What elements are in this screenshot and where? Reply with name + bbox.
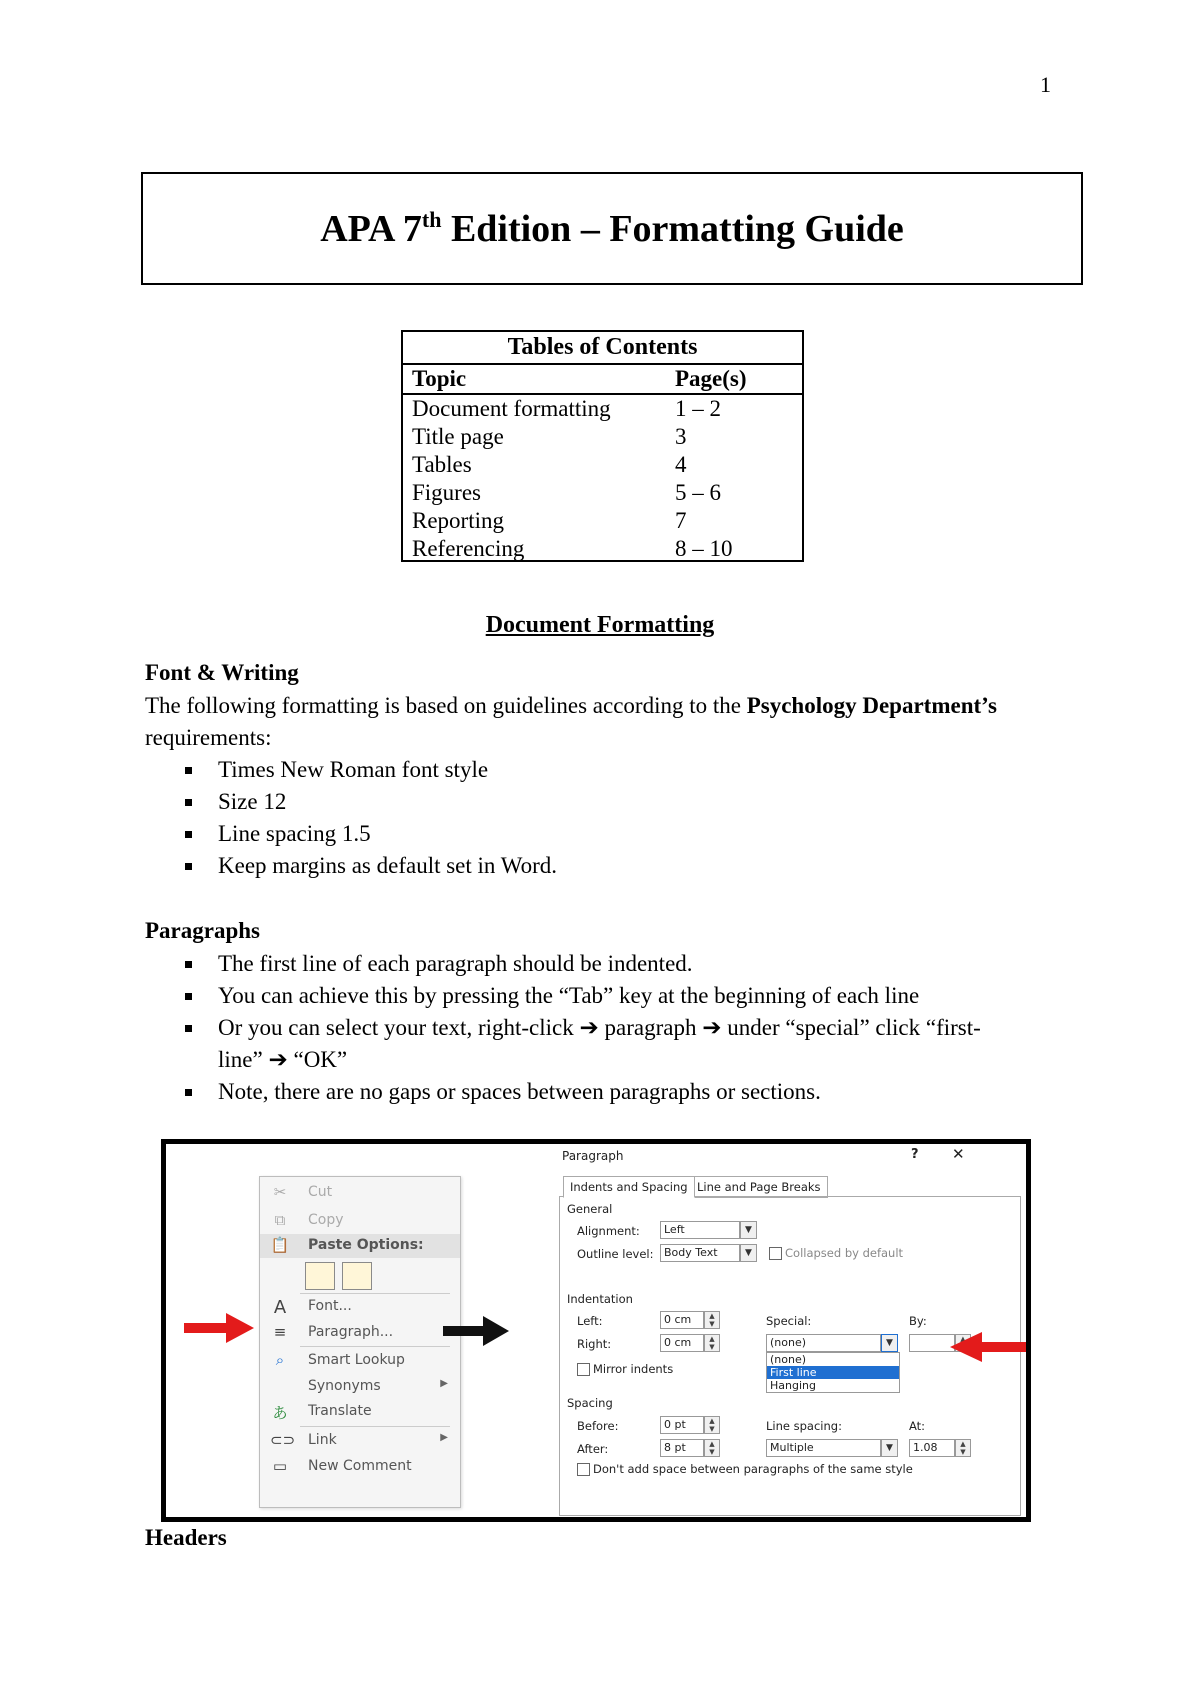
special-select[interactable]: (none) [766,1334,881,1352]
toc-header-topic: Topic [412,366,467,391]
right-indent-spinner[interactable]: ▲ ▼ [704,1334,720,1352]
comment-icon: ▭ [272,1457,288,1475]
special-option-none[interactable]: (none) [770,1353,807,1366]
menu-item-synonyms[interactable]: Synonyms ▶ [308,1378,448,1394]
paste-keep-formatting-icon[interactable] [305,1262,335,1290]
clipboard-icon: 📋 [270,1236,290,1254]
outline-level-label: Outline level: [577,1247,654,1261]
by-spinner[interactable]: ▲ [955,1334,971,1352]
submenu-arrow-icon: ▶ [440,1432,448,1443]
before-spinner[interactable]: ▲ ▼ [704,1416,720,1434]
mirror-indents-checkbox[interactable] [577,1363,590,1376]
menu-item-paragraph[interactable]: ≡ Paragraph... [260,1321,460,1345]
arrow-right-icon: ➔ [579,1015,599,1040]
toc-title: Tables of Contents [403,332,802,365]
dont-add-space-label: Don't add space between paragraphs of the same style [593,1462,913,1476]
context-menu [259,1176,461,1508]
close-icon[interactable]: ✕ [952,1145,965,1163]
menu-item-new-comment[interactable]: ▭ New Comment [260,1455,460,1479]
paragraph-dialog-screenshot [161,1139,1031,1522]
toc-topic: Figures [412,480,481,505]
font-writing-intro: The following formatting is based on guidelines according to the Psychology Department’s requirements: [145,693,997,750]
special-option-first-line[interactable]: First line [767,1366,899,1379]
table-row [403,507,802,535]
search-icon: ⌕ [275,1351,285,1369]
page-number: 1 [1040,72,1051,97]
list-item: You can achieve this by pressing the “Tab” key at the beginning of each line [145,980,1065,1012]
toc-header-row [403,365,802,395]
indentation-group-label: Indentation [567,1292,633,1306]
line-spacing-select[interactable]: Multiple [766,1439,881,1457]
toc-pages: 1 – 2 [675,396,721,421]
list-item: Size 12 [145,786,1065,818]
arrow-right-icon: ➔ [702,1015,722,1040]
chevron-down-icon[interactable]: ▼ [881,1439,898,1457]
toc-topic: Referencing [412,536,525,561]
font-icon: A [273,1297,287,1318]
left-indent-label: Left: [577,1314,603,1328]
spacing-group-label: Spacing [567,1396,613,1410]
toc-topic: Document formatting [412,396,611,421]
left-indent-spinner[interactable]: ▲ ▼ [704,1311,720,1329]
paste-picture-icon[interactable] [342,1262,372,1290]
list-item: Or you can select your text, right-click ➔ paragraph ➔ under “special” click “first- line” ➔ “OK” [145,1012,1065,1076]
paragraph-icon: ≡ [273,1323,287,1341]
table-row [403,451,802,479]
toc-pages: 5 – 6 [675,480,721,505]
tab-indents-and-spacing[interactable]: Indents and Spacing [563,1176,695,1198]
menu-item-link[interactable]: ⊂⊃ Link ▶ [270,1431,448,1449]
outline-level-select[interactable]: Body Text [660,1244,740,1262]
mirror-indents-label: Mirror indents [593,1362,674,1376]
at-input[interactable]: 1.08 [909,1439,955,1457]
list-item: Note, there are no gaps or spaces between paragraphs or sections. [145,1076,1065,1108]
right-indent-label: Right: [577,1337,612,1351]
table-row [403,479,802,507]
black-arrow-icon [443,1314,513,1348]
link-icon: ⊂⊃ [270,1431,296,1449]
arrow-right-icon: ➔ [268,1047,288,1072]
toc-topic: Tables [412,452,472,477]
at-spinner[interactable]: ▲ ▼ [955,1439,971,1457]
menu-item-cut[interactable]: ✂ Cut [260,1181,460,1205]
menu-item-smart-lookup[interactable]: ⌕ Smart Lookup [260,1349,460,1373]
translate-icon: あ [272,1404,288,1422]
after-label: After: [577,1442,609,1456]
copy-icon: ⧉ [274,1211,286,1229]
font-writing-list [145,754,1065,882]
toc-pages: 3 [675,424,687,449]
list-item: Line spacing 1.5 [145,818,1065,850]
list-item: The first line of each paragraph should be indented. [145,948,1065,980]
dialog-title: Paragraph [562,1149,624,1163]
menu-item-font[interactable]: A Font... [260,1295,460,1319]
help-icon[interactable]: ? [911,1147,919,1162]
after-input[interactable]: 8 pt [660,1439,704,1457]
left-indent-input[interactable]: 0 cm [660,1311,704,1329]
special-dropdown-list [766,1352,900,1393]
toc-pages: 4 [675,452,687,477]
list-item: Times New Roman font style [145,754,1065,786]
line-spacing-label: Line spacing: [766,1419,842,1433]
scissors-icon: ✂ [273,1183,287,1201]
chevron-down-icon[interactable]: ▼ [881,1334,898,1352]
general-group-label: General [567,1202,613,1216]
alignment-label: Alignment: [577,1224,640,1238]
list-item: Keep margins as default set in Word. [145,850,1065,882]
title-box [141,172,1083,285]
page-title: APA 7th Edition – Formatting Guide [320,206,904,250]
chevron-down-icon[interactable]: ▼ [740,1221,757,1239]
chevron-down-icon[interactable]: ▼ [740,1244,757,1262]
tab-line-and-page-breaks[interactable]: Line and Page Breaks [690,1176,828,1198]
toc-pages: 8 – 10 [675,536,733,561]
submenu-arrow-icon: ▶ [440,1378,448,1389]
after-spinner[interactable]: ▲ ▼ [704,1439,720,1457]
toc-header-pages: Page(s) [675,366,747,391]
table-row [403,395,802,423]
toc-pages: 7 [675,508,687,533]
collapsed-label: Collapsed by default [785,1246,904,1260]
table-row [403,423,802,451]
by-label: By: [909,1314,927,1328]
red-arrow-icon [948,1330,1031,1364]
menu-item-paste-options: 📋 Paste Options: [260,1234,460,1258]
before-label: Before: [577,1419,619,1433]
toc-topic: Reporting [412,508,504,533]
headers-heading: Headers [145,1525,227,1550]
menu-item-translate[interactable]: あ Translate [260,1400,460,1424]
font-writing-heading: Font & Writing [145,660,299,685]
paragraphs-list [145,948,1065,1108]
paragraphs-heading: Paragraphs [145,918,260,943]
at-label: At: [909,1419,926,1433]
section-title: Document Formatting [485,612,715,638]
toc-topic: Title page [412,424,504,449]
table-of-contents [401,330,804,562]
collapsed-checkbox[interactable] [769,1247,782,1260]
alignment-select[interactable]: Left [660,1221,740,1239]
special-label: Special: [766,1314,812,1328]
dont-add-space-checkbox[interactable] [577,1463,590,1476]
right-indent-input[interactable]: 0 cm [660,1334,704,1352]
before-input[interactable]: 0 pt [660,1416,704,1434]
menu-item-copy[interactable]: ⧉ Copy [260,1209,460,1233]
red-arrow-icon [184,1310,256,1346]
table-row [403,535,802,563]
special-option-hanging[interactable]: Hanging [770,1379,816,1392]
